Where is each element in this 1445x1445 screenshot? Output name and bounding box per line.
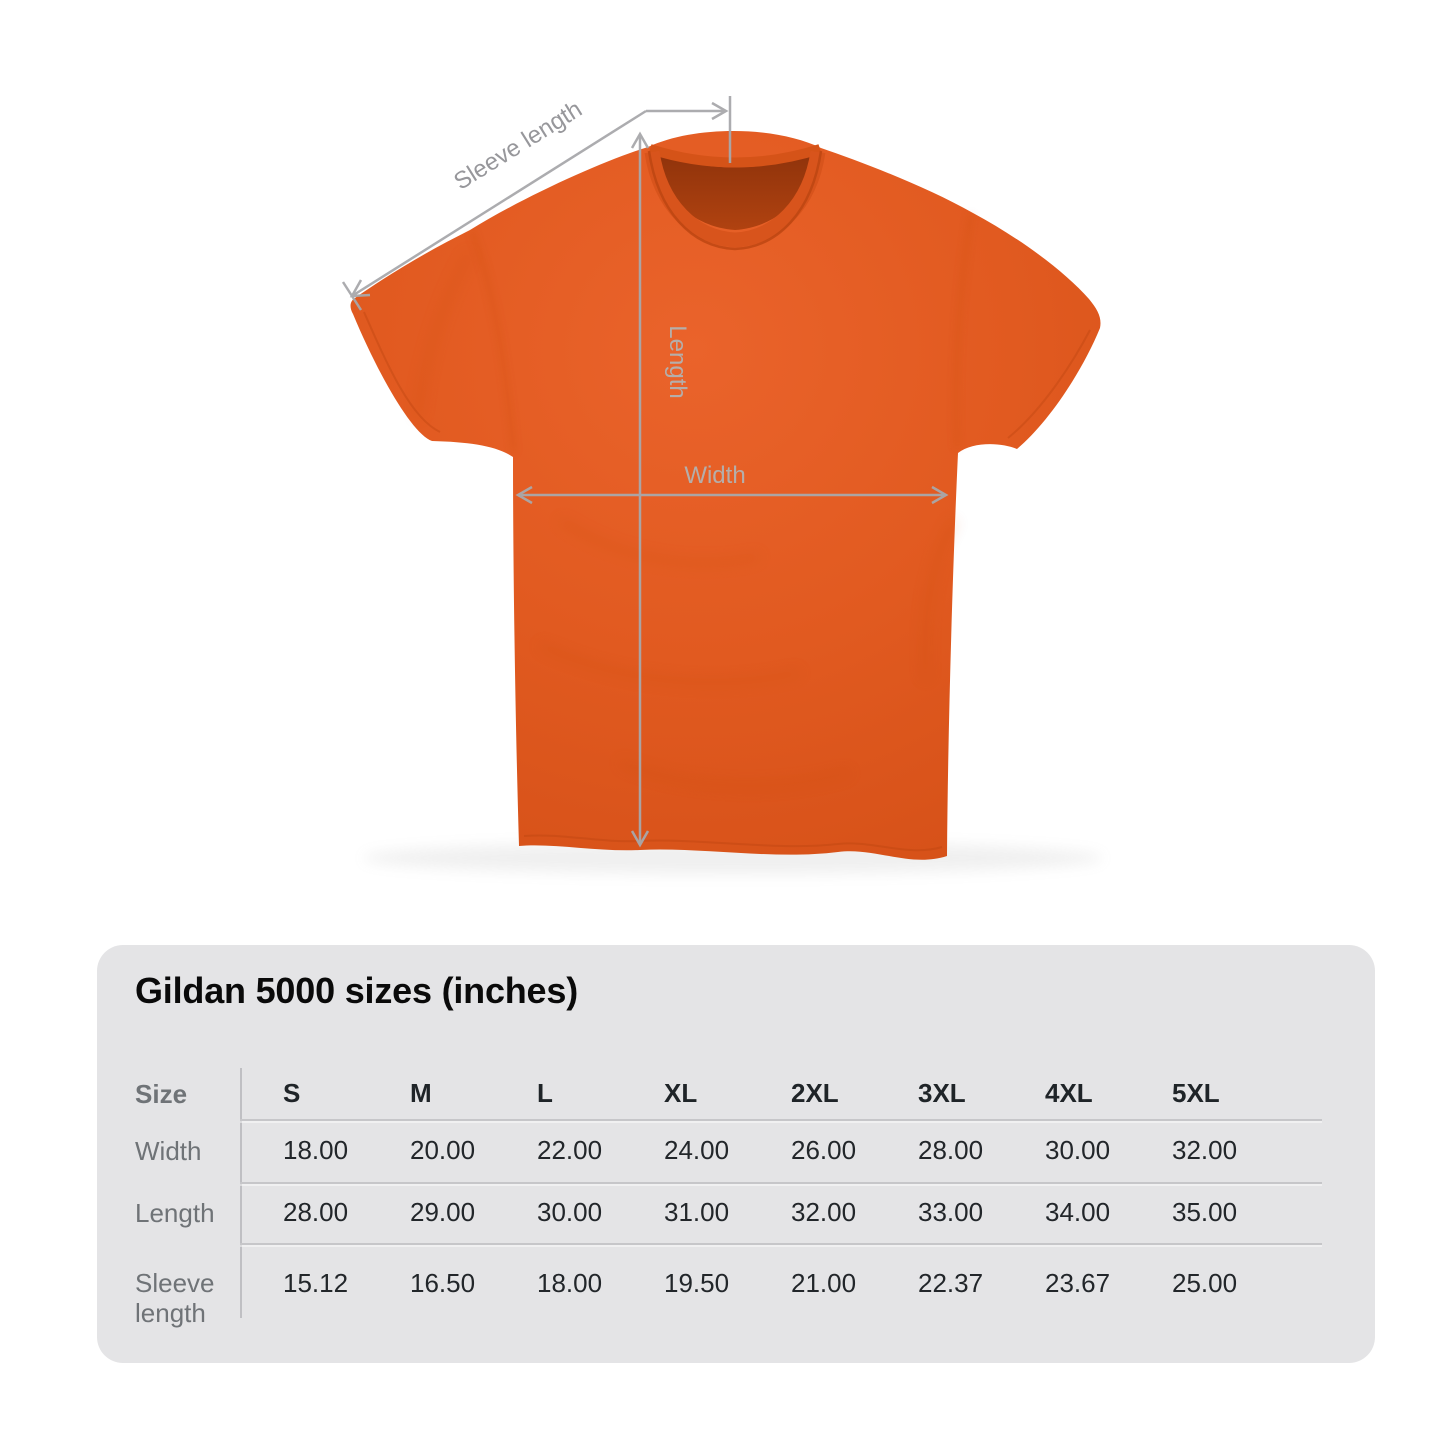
- size-table: [135, 1068, 1256, 1330]
- sleeve-length-value: 15.12: [283, 1268, 349, 1298]
- size-header-s: S: [283, 1078, 301, 1108]
- length-value: 35.00: [1172, 1197, 1238, 1227]
- size-header-m: M: [410, 1078, 432, 1108]
- sleeve-length-value: 19.50: [664, 1268, 730, 1298]
- width-value: 32.00: [1172, 1135, 1238, 1165]
- width-label: Width: [684, 462, 746, 489]
- width-value: 30.00: [1045, 1135, 1111, 1165]
- panel-title: Gildan 5000 sizes (inches): [135, 970, 578, 1011]
- width-value: 24.00: [664, 1135, 730, 1165]
- width-value: 18.00: [283, 1135, 349, 1165]
- size-header-4xl: 4XL: [1045, 1078, 1093, 1108]
- sleeve-length-value: 16.50: [410, 1268, 476, 1298]
- sleeve-length-value: 23.67: [1045, 1268, 1111, 1298]
- length-value: 30.00: [537, 1197, 603, 1227]
- length-value: 31.00: [664, 1197, 730, 1227]
- length-value: 32.00: [791, 1197, 857, 1227]
- sleeve-length-value: 21.00: [791, 1268, 857, 1298]
- sleeve-length-value: 25.00: [1172, 1268, 1238, 1298]
- sizes-panel: [97, 945, 1375, 1363]
- sleeve-length-value: 18.00: [537, 1268, 603, 1298]
- length-label: Length: [664, 325, 691, 399]
- size-header-2xl: 2XL: [791, 1078, 839, 1108]
- width-value: 26.00: [791, 1135, 857, 1165]
- width-value: 22.00: [537, 1135, 603, 1165]
- row-label-width: Width: [135, 1135, 202, 1166]
- row-label-sleeve-length: Sleeve length: [135, 1268, 215, 1328]
- width-value: 20.00: [410, 1135, 476, 1165]
- size-column-header: Size: [135, 1078, 188, 1109]
- length-value: 28.00: [283, 1197, 349, 1227]
- sleeve-length-value: 22.37: [918, 1268, 984, 1298]
- width-value: 28.00: [918, 1135, 984, 1165]
- size-header-5xl: 5XL: [1172, 1078, 1220, 1108]
- size-header-3xl: 3XL: [918, 1078, 966, 1108]
- size-header-xl: XL: [664, 1078, 698, 1108]
- length-value: 33.00: [918, 1197, 984, 1227]
- size-header-l: L: [537, 1078, 553, 1108]
- sleeve-length-label: Sleeve length: [449, 95, 587, 196]
- length-value: 34.00: [1045, 1197, 1111, 1227]
- length-value: 29.00: [410, 1197, 476, 1227]
- row-label-length: Length: [135, 1197, 215, 1228]
